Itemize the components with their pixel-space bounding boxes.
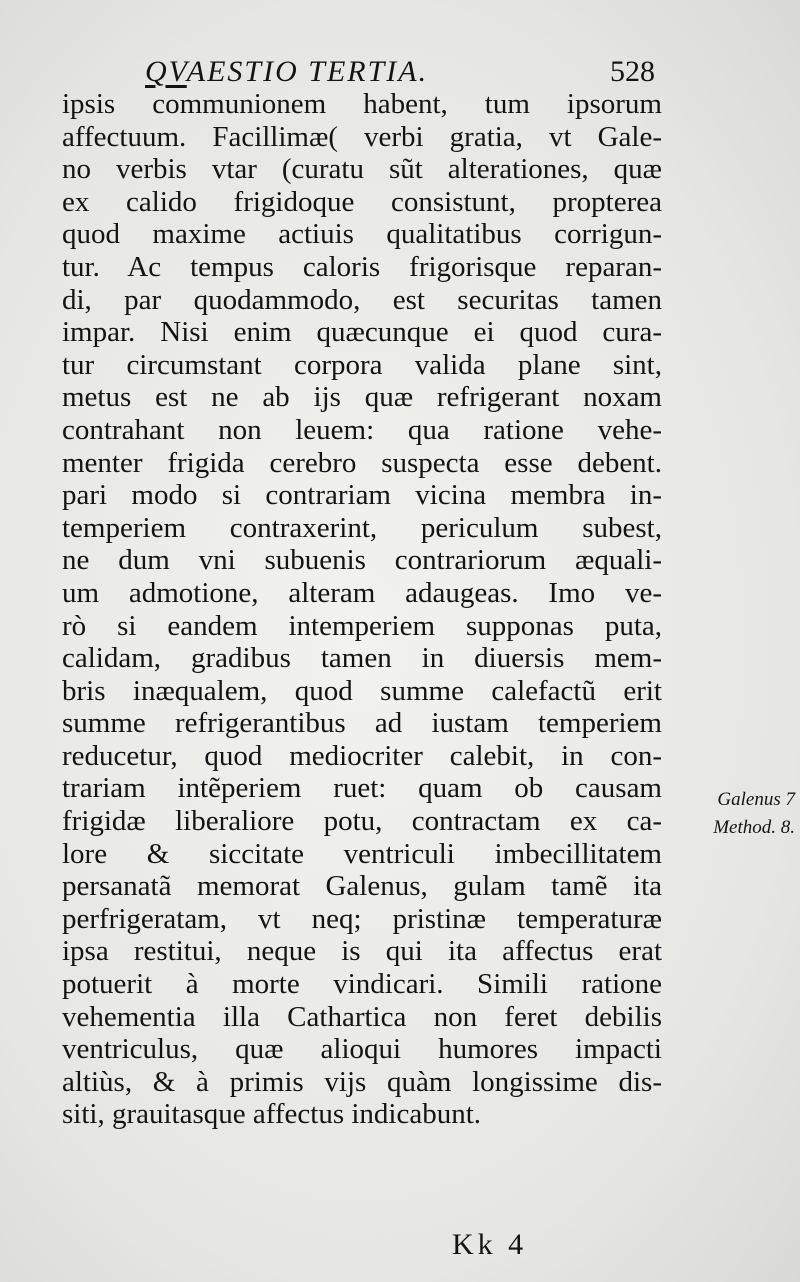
text-line: vehementia illa Cathartica non feret debilis — [62, 1000, 662, 1033]
text-line: bris inæqualem, quod summe calefactũ erit — [62, 674, 662, 707]
text-line: di, par quodammodo, est securitas tamen — [62, 283, 662, 316]
margin-note-line: Galenus 7 — [717, 789, 795, 810]
text-line: ne dum vni subuenis contrariorum æquali- — [62, 544, 662, 577]
text-line: perfrigeratam, vt neq; pristinæ temperaturæ — [62, 902, 662, 935]
text-line: affectuum. Facillimæ( verbi gratia, vt Gale- — [62, 120, 662, 153]
text-line: ex calido frigidoque consistunt, propterea — [62, 185, 662, 218]
margin-note-line: Method. 8. — [713, 817, 795, 838]
running-title-rest: AESTIO TERTIA. — [186, 55, 429, 88]
page-number: 528 — [610, 55, 655, 88]
text-line: metus est ne ab ijs quæ refrigerant noxam — [62, 381, 662, 414]
text-line: quod maxime actiuis qualitatibus corrigun- — [62, 218, 662, 251]
text-line: um admotione, alteram adaugeas. Imo ve- — [62, 576, 662, 609]
running-title — [145, 55, 428, 89]
text-line: no verbis vtar (curatu sũt alterationes, quæ — [62, 153, 662, 186]
text-line: tur circumstant corpora valida plane sint, — [62, 348, 662, 381]
text-line: calidam, gradibus tamen in diuersis mem- — [62, 642, 662, 675]
text-line: trariam intẽperiem ruet: quam ob causam — [62, 772, 662, 805]
text-line: lore & siccitate ventriculi imbecillitatem — [62, 837, 662, 870]
text-line: frigidæ liberaliore potu, contractam ex ca- — [62, 805, 662, 838]
text-line: impar. Nisi enim quæcunque ei quod cura- — [62, 316, 662, 349]
text-line: siti, grauitasque affectus indicabunt. — [62, 1098, 482, 1131]
text-line: temperiem contraxerint, periculum subest, — [62, 511, 662, 544]
text-line: persanatã memorat Galenus, gulam tamẽ ita — [62, 870, 662, 903]
text-line: ventriculus, quæ alioqui humores impacti — [62, 1033, 662, 1066]
text-line: summe refrigerantibus ad iustam temperiem — [62, 707, 662, 740]
text-line: ipsa restitui, neque is qui ita affectus erat — [62, 935, 662, 968]
margin-note — [665, 786, 795, 842]
text-line: potuerit à morte vindicari. Simili ratione — [62, 968, 662, 1001]
running-title-initial: QV — [145, 55, 187, 88]
text-line: menter frigida cerebro suspecta esse debent. — [62, 446, 662, 479]
text-line: pari modo si contrariam vicina membra in- — [62, 479, 662, 512]
text-line: ipsis communionem habent, tum ipsorum — [62, 88, 662, 120]
text-line: contrahant non leuem: qua ratione vehe- — [62, 413, 662, 446]
signature-mark: Kk 4 — [452, 1228, 528, 1261]
text-line: tur. Ac tempus caloris frigorisque reparan- — [62, 250, 662, 283]
text-line: rò si eandem intemperiem supponas puta, — [62, 609, 662, 642]
body-text — [62, 88, 662, 1131]
text-line: reducetur, quod mediocriter calebit, in con- — [62, 739, 662, 772]
text-line: altiùs, & à primis vijs quàm longissime dis- — [62, 1065, 662, 1098]
